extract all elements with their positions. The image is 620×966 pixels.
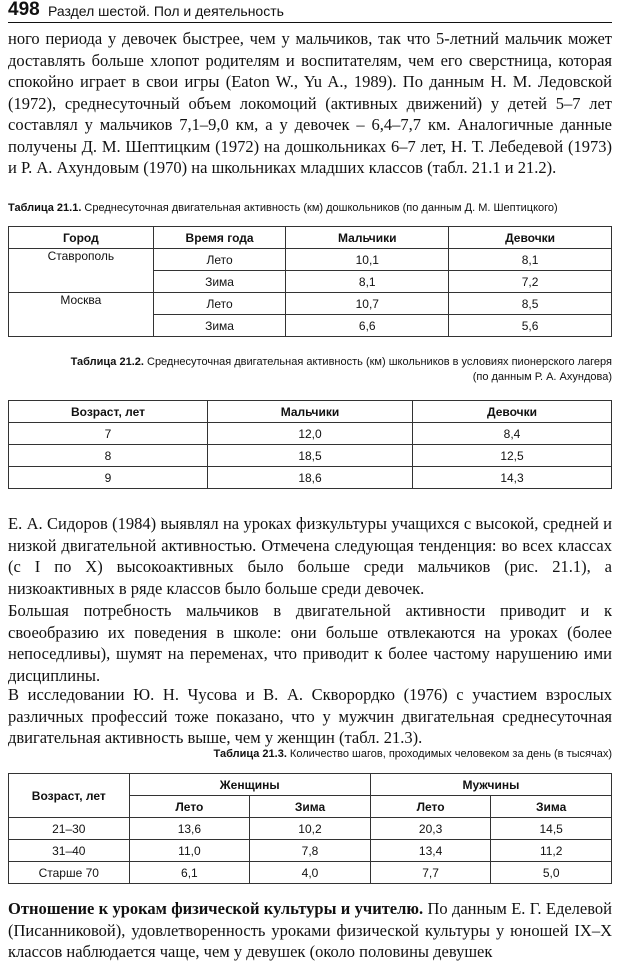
table-cell: 12,5 bbox=[413, 445, 612, 467]
table-header-row bbox=[9, 401, 612, 423]
table-row bbox=[9, 293, 612, 315]
paragraph-lead: Отношение к урокам физической культуры и учителю. bbox=[8, 899, 424, 918]
table-row bbox=[9, 423, 612, 445]
header-cell: Время года bbox=[153, 227, 286, 249]
city-cell: Ставрополь bbox=[9, 249, 154, 293]
table-row bbox=[9, 467, 612, 489]
table-cell: Старше 70 bbox=[9, 862, 130, 884]
table-cell: 6,6 bbox=[286, 315, 449, 337]
table-cell: 10,1 bbox=[286, 249, 449, 271]
table-cell: 4,0 bbox=[250, 862, 371, 884]
table-cell: 5,0 bbox=[491, 862, 612, 884]
caption-label: Таблица 21.2. bbox=[70, 356, 144, 368]
table-row bbox=[9, 249, 612, 271]
header-cell: Город bbox=[9, 227, 154, 249]
table-cell: 5,6 bbox=[449, 315, 612, 337]
header-cell: Мальчики bbox=[207, 401, 412, 423]
table-cell: 7,2 bbox=[449, 271, 612, 293]
table-cell: 9 bbox=[9, 467, 208, 489]
caption-label: Таблица 21.3. bbox=[213, 748, 287, 760]
header-cell: Девочки bbox=[449, 227, 612, 249]
table-cell: 20,3 bbox=[370, 818, 491, 840]
paragraph-4: В исследовании Ю. Н. Чусова и В. А. Скворордко (1976) с участием взрослых различных профессий тоже показано, что у мужчин двигательная среднесуточная двигательная активность выше, чем у женщин (табл. 21.3). bbox=[8, 685, 612, 747]
caption-text: Среднесуточная двигательная активность (км) дошкольников (по данным Д. М. Шептицкого) bbox=[81, 202, 558, 214]
table-cell: 7,8 bbox=[250, 840, 371, 862]
table-cell: 8 bbox=[9, 445, 208, 467]
header-cell: Лето bbox=[370, 796, 491, 818]
header-cell: Возраст, лет bbox=[9, 401, 208, 423]
table-cell: 11,0 bbox=[129, 840, 250, 862]
table-cell: 7,7 bbox=[370, 862, 491, 884]
header-cell: Возраст, лет bbox=[9, 774, 130, 818]
paragraph-body: По данным Е. Г. Еделевой (Писанниковой), удовлетворенность уроками физической культуры у юношей IX–X классов наблюдается чаще, чем у девушек (около половины девушек bbox=[8, 899, 612, 961]
table-cell: 8,1 bbox=[286, 271, 449, 293]
table-cell: 8,4 bbox=[413, 423, 612, 445]
table-cell: Зима bbox=[153, 315, 286, 337]
table-cell: 13,6 bbox=[129, 818, 250, 840]
table-header-row bbox=[9, 774, 612, 796]
paragraph-1: ного периода у девочек быстрее, чем у мальчиков, так что 5-летний мальчик может доставлять больше хлопот родителям и воспитателям, чем его сверстница, которая спокойно играет в свои игры (Eaton W., Yu A., 1989). По данным Н. М. Ледовской (1972), среднесуточный объем локомоций (активных движений) у детей 5–7 лет составлял у мальчиков 7,1–9,0 км, а у девочек – 6,4–7,7 км. Аналогичные данные получены Д. М. Шептицким (1972) на дошкольниках 6–7 лет, Н. Т. Лебедевой (1973) и Р. А. Ахундовым (1970) на школьниках младших классов (табл. 21.1 и 21.2). bbox=[8, 29, 612, 177]
header-cell: Мужчины bbox=[370, 774, 611, 796]
table-cell: Лето bbox=[153, 293, 286, 315]
page-header bbox=[8, 0, 612, 23]
table-21-3-caption bbox=[8, 747, 612, 762]
table-21-2-caption bbox=[8, 355, 612, 385]
city-cell: Москва bbox=[9, 293, 154, 337]
table-21-3 bbox=[8, 773, 612, 884]
table-cell: 13,4 bbox=[370, 840, 491, 862]
table-21-2 bbox=[8, 400, 612, 489]
caption-text: Среднесуточная двигательная активность (км) школьников в условиях пионерского лагеря bbox=[143, 356, 612, 368]
table-header-row bbox=[9, 227, 612, 249]
table-cell: 10,2 bbox=[250, 818, 371, 840]
header-cell: Женщины bbox=[129, 774, 370, 796]
running-head: Раздел шестой. Пол и деятельность bbox=[48, 3, 284, 19]
header-cell: Зима bbox=[250, 796, 371, 818]
table-cell: Лето bbox=[153, 249, 286, 271]
table-cell: 18,6 bbox=[207, 467, 412, 489]
table-cell: 7 bbox=[9, 423, 208, 445]
table-cell: 11,2 bbox=[491, 840, 612, 862]
paragraph-2: Е. А. Сидоров (1984) выявлял на уроках физкультуры учащихся с высокой, средней и низкой двигательной активностью. Отмечена следующая тенденция: во всех классах (с I по X) высокоактивных было больше среди мальчиков (рис. 21.1), а низкоактивных в ряде классов было больше среди девочек. bbox=[8, 514, 612, 598]
table-row bbox=[9, 445, 612, 467]
table-cell: 14,5 bbox=[491, 818, 612, 840]
table-cell: 6,1 bbox=[129, 862, 250, 884]
table-cell: 31–40 bbox=[9, 840, 130, 862]
table-cell: Зима bbox=[153, 271, 286, 293]
caption-text: Количество шагов, проходимых человеком за день (в тысячах) bbox=[286, 748, 612, 760]
paragraph-5 bbox=[8, 898, 612, 963]
table-cell: 21–30 bbox=[9, 818, 130, 840]
table-cell: 8,5 bbox=[449, 293, 612, 315]
caption-label: Таблица 21.1. bbox=[8, 202, 82, 214]
table-cell: 14,3 bbox=[413, 467, 612, 489]
header-cell: Девочки bbox=[413, 401, 612, 423]
header-cell: Лето bbox=[129, 796, 250, 818]
table-cell: 12,0 bbox=[207, 423, 412, 445]
table-row bbox=[9, 840, 612, 862]
table-row bbox=[9, 862, 612, 884]
caption-source: (по данным Р. А. Ахундова) bbox=[472, 371, 612, 383]
table-cell: 18,5 bbox=[207, 445, 412, 467]
table-21-1 bbox=[8, 226, 612, 337]
table-cell: 10,7 bbox=[286, 293, 449, 315]
header-cell: Мальчики bbox=[286, 227, 449, 249]
paragraph-3: Большая потребность мальчиков в двигательной активности приводит и к своеобразию их поведения в школе: они больше отвлекаются на уроках (более непоседливы), шумят на переменах, что приводит к более частому нарушению ими дисциплины. bbox=[8, 601, 612, 685]
header-cell: Зима bbox=[491, 796, 612, 818]
table-row bbox=[9, 818, 612, 840]
page-number: 498 bbox=[8, 0, 40, 20]
table-21-1-caption bbox=[8, 201, 612, 216]
table-cell: 8,1 bbox=[449, 249, 612, 271]
